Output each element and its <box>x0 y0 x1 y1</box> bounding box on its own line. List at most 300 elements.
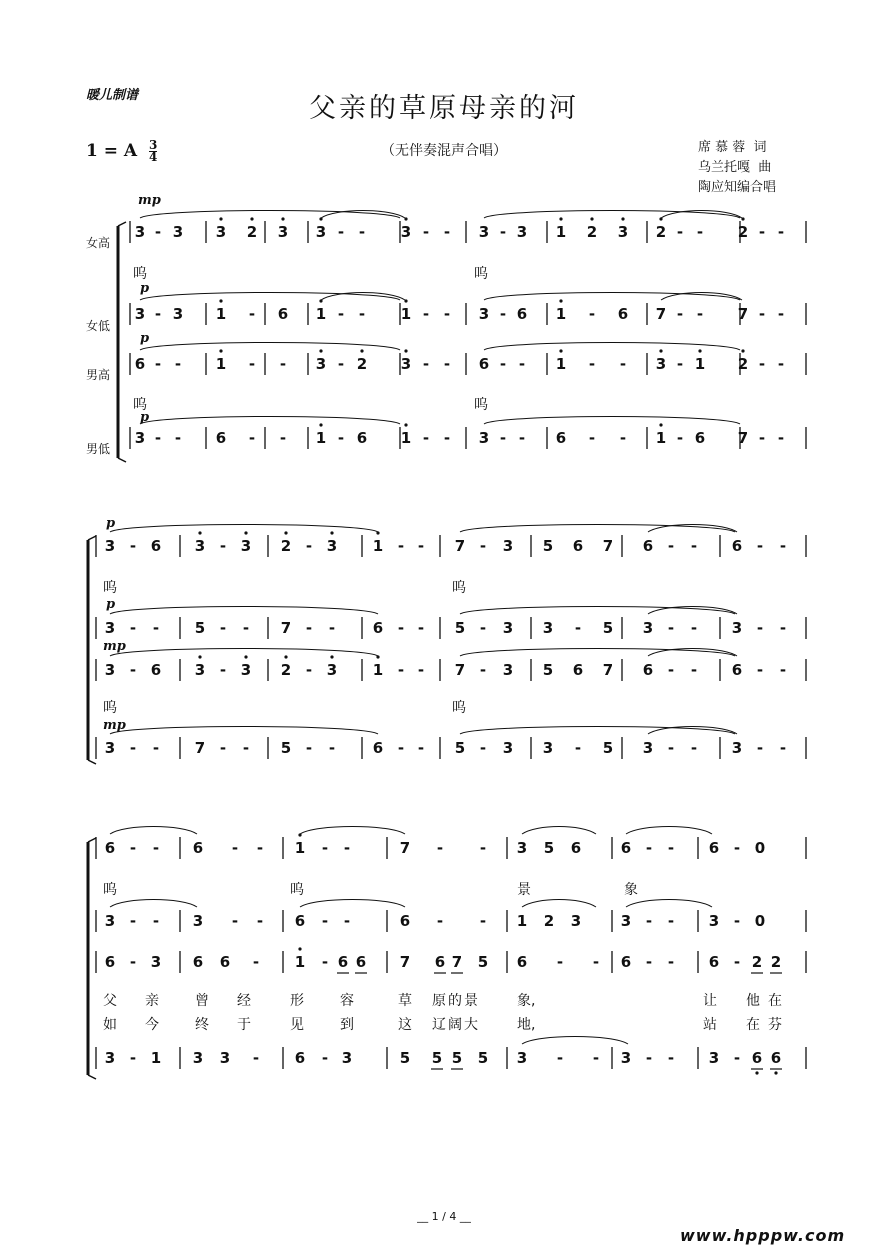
note: 3 <box>194 661 206 679</box>
lyric-verse1: 经 <box>237 993 251 1009</box>
note: 5 <box>602 619 614 637</box>
note: 3 <box>315 355 327 373</box>
slur <box>140 343 400 351</box>
note: 2 <box>737 223 749 241</box>
note: 6 <box>570 839 582 857</box>
lyric-verse1: 草 <box>398 993 412 1009</box>
octave-dot <box>198 531 201 534</box>
dash: - <box>518 429 526 447</box>
dash: - <box>667 953 675 971</box>
slur <box>300 900 405 908</box>
dash: - <box>248 429 256 447</box>
note: 3 <box>104 619 116 637</box>
note: 5 <box>431 1049 443 1067</box>
octave-dot <box>774 1071 777 1074</box>
lyric-verse2: 见 <box>290 1017 304 1033</box>
note: 1 <box>294 953 306 971</box>
dash: - <box>758 305 766 323</box>
dash: - <box>574 739 582 757</box>
dash: - <box>256 839 264 857</box>
note: 3 <box>172 223 184 241</box>
dash: - <box>397 537 405 555</box>
note: 2 <box>586 223 598 241</box>
website-watermark: www.hpppw.com <box>680 1226 846 1245</box>
dash: - <box>248 305 256 323</box>
dash: - <box>499 223 507 241</box>
note: 7 <box>655 305 667 323</box>
dash: - <box>779 661 787 679</box>
dash: - <box>256 912 264 930</box>
note: 1 <box>555 355 567 373</box>
note: 3 <box>502 619 514 637</box>
note: 1 <box>694 355 706 373</box>
note: 6 <box>294 912 306 930</box>
lyric-verse1: 曾 <box>195 993 209 1009</box>
note: 3 <box>219 1049 231 1067</box>
note: 6 <box>372 619 384 637</box>
note: 3 <box>570 912 582 930</box>
dash: - <box>129 912 137 930</box>
note: 3 <box>478 223 490 241</box>
slur <box>300 827 405 835</box>
dash: - <box>499 429 507 447</box>
lyric-verse2: 在芬 <box>746 1017 790 1033</box>
octave-dot <box>698 349 701 352</box>
dash: - <box>667 619 675 637</box>
note: 6 <box>355 953 367 971</box>
dynamic-p: p <box>106 597 116 612</box>
lyricist-credit: 席 慕 蓉 词 <box>698 140 767 155</box>
dash: - <box>499 355 507 373</box>
dash: - <box>499 305 507 323</box>
note: 1 <box>555 305 567 323</box>
score-line <box>118 458 126 462</box>
note: 6 <box>708 953 720 971</box>
octave-dot <box>404 423 407 426</box>
octave-dot <box>319 349 322 352</box>
song-title: 父亲的草原母亲的河 <box>309 93 579 124</box>
time-bottom: 4 <box>149 150 158 164</box>
note: 3 <box>134 305 146 323</box>
note: 1 <box>400 429 412 447</box>
score-line <box>88 536 96 540</box>
dash: - <box>242 619 250 637</box>
note: 6 <box>708 839 720 857</box>
dash: - <box>479 839 487 857</box>
dash: - <box>777 223 785 241</box>
octave-dot <box>755 1071 758 1074</box>
dash: - <box>696 223 704 241</box>
dash: - <box>417 739 425 757</box>
slur <box>110 827 197 835</box>
dash: - <box>174 355 182 373</box>
note: 3 <box>502 739 514 757</box>
dash: - <box>667 839 675 857</box>
lyric-verse2: 今 <box>145 1017 159 1033</box>
score-line <box>88 1075 96 1079</box>
dash: - <box>518 355 526 373</box>
dash: - <box>397 661 405 679</box>
dash: - <box>343 839 351 857</box>
dash: - <box>152 912 160 930</box>
note: 3 <box>192 1049 204 1067</box>
note: 6 <box>134 355 146 373</box>
note: 7 <box>602 661 614 679</box>
dash: - <box>779 537 787 555</box>
lyric-wu: 呜 <box>103 700 117 716</box>
note: 3 <box>642 739 654 757</box>
note: 6 <box>516 953 528 971</box>
dash: - <box>645 953 653 971</box>
note: 0 <box>754 912 766 930</box>
dash: - <box>556 1049 564 1067</box>
dynamic-p: p <box>140 410 150 425</box>
dash: - <box>479 739 487 757</box>
dash: - <box>219 739 227 757</box>
note: 7 <box>399 839 411 857</box>
octave-dot <box>219 217 222 220</box>
slur <box>110 900 197 908</box>
note: 7 <box>451 953 463 971</box>
score-line <box>88 838 96 842</box>
dash: - <box>129 619 137 637</box>
note: 7 <box>737 429 749 447</box>
dash: - <box>733 839 741 857</box>
octave-dot <box>659 423 662 426</box>
note: 7 <box>280 619 292 637</box>
dash: - <box>129 537 137 555</box>
lyric-verse1: 父 <box>103 993 117 1009</box>
arranger-credit: 陶应知编合唱 <box>698 180 777 195</box>
note: 6 <box>219 953 231 971</box>
dash: - <box>667 537 675 555</box>
note: 1 <box>215 305 227 323</box>
lyric-wu: 呜 <box>290 882 304 898</box>
note: 5 <box>194 619 206 637</box>
note: 3 <box>150 953 162 971</box>
slur <box>460 727 735 735</box>
slur <box>626 827 712 835</box>
slur <box>484 293 740 301</box>
note: 6 <box>555 429 567 447</box>
slur <box>140 211 400 219</box>
note: 6 <box>620 839 632 857</box>
slur <box>626 900 712 908</box>
dash: - <box>219 537 227 555</box>
note: 6 <box>399 912 411 930</box>
slur <box>140 417 400 425</box>
slur <box>110 607 378 615</box>
lyric-verse2: 于 <box>237 1017 251 1033</box>
voice-label-bass: 男低 <box>86 442 111 456</box>
lyric-verse2: 这 <box>398 1017 412 1033</box>
dash: - <box>358 305 366 323</box>
lyric-verse2: 终 <box>195 1017 209 1033</box>
dash: - <box>690 619 698 637</box>
dash: - <box>252 1049 260 1067</box>
note: 3 <box>708 1049 720 1067</box>
lyric-verse2: 到 <box>340 1017 354 1033</box>
dash: - <box>733 912 741 930</box>
lyric-wu: 呜 <box>452 700 466 716</box>
note: 6 <box>770 1049 782 1067</box>
note: 3 <box>516 839 528 857</box>
octave-dot <box>559 349 562 352</box>
slur <box>110 727 378 735</box>
note: 1 <box>150 1049 162 1067</box>
dash: - <box>779 619 787 637</box>
note: 3 <box>502 661 514 679</box>
note: 2 <box>737 355 749 373</box>
note: 3 <box>478 305 490 323</box>
note: 3 <box>104 661 116 679</box>
lyric-verse1: 原的景 <box>432 993 480 1009</box>
lyric-verse1: 让 <box>703 993 717 1009</box>
note: 5 <box>451 1049 463 1067</box>
dash: - <box>129 1049 137 1067</box>
lyric-wu: 呜 <box>452 580 466 596</box>
note: 2 <box>751 953 763 971</box>
dash: - <box>756 619 764 637</box>
note: 3 <box>708 912 720 930</box>
dash: - <box>219 619 227 637</box>
note: 6 <box>434 953 446 971</box>
dash: - <box>174 429 182 447</box>
note: 3 <box>326 537 338 555</box>
dash: - <box>619 429 627 447</box>
note: 5 <box>280 739 292 757</box>
lyric-verse1: 亲 <box>145 993 159 1009</box>
note: 1 <box>315 305 327 323</box>
note: 3 <box>134 429 146 447</box>
voice-label-tenor: 男高 <box>86 368 111 382</box>
note: 1 <box>655 429 667 447</box>
octave-dot <box>219 349 222 352</box>
note: 6 <box>731 537 743 555</box>
dash: - <box>676 223 684 241</box>
dash: - <box>443 223 451 241</box>
octave-dot <box>360 349 363 352</box>
transcriber-credit: 暖儿制谱 <box>86 88 139 103</box>
dash: - <box>231 839 239 857</box>
dash: - <box>129 661 137 679</box>
note: 6 <box>620 953 632 971</box>
note: 2 <box>280 661 292 679</box>
composer-credit: 乌兰托嘎 曲 <box>698 160 772 175</box>
dash: - <box>556 953 564 971</box>
dash: - <box>321 953 329 971</box>
dynamic-mp: mp <box>103 639 126 654</box>
lyric-wu: 呜 <box>103 882 117 898</box>
note: 3 <box>326 661 338 679</box>
lyric-wu: 呜 <box>133 266 147 282</box>
slur <box>484 343 740 351</box>
dash: - <box>758 429 766 447</box>
octave-dot <box>559 299 562 302</box>
dash: - <box>574 619 582 637</box>
note: 5 <box>454 739 466 757</box>
slur <box>110 525 378 533</box>
note: 6 <box>356 429 368 447</box>
note: 7 <box>737 305 749 323</box>
dash: - <box>248 355 256 373</box>
dash: - <box>242 739 250 757</box>
note: 5 <box>543 839 555 857</box>
dash: - <box>343 912 351 930</box>
note: 3 <box>516 223 528 241</box>
dash: - <box>756 537 764 555</box>
dash: - <box>154 429 162 447</box>
note: 6 <box>642 537 654 555</box>
octave-dot <box>330 655 333 658</box>
dash: - <box>479 537 487 555</box>
dash: - <box>337 305 345 323</box>
dash: - <box>337 355 345 373</box>
slur <box>484 211 740 219</box>
note: 6 <box>215 429 227 447</box>
octave-dot <box>319 423 322 426</box>
dash: - <box>777 429 785 447</box>
dash: - <box>645 912 653 930</box>
score-line <box>118 222 126 226</box>
lyric-verse1: 他在 <box>746 993 790 1009</box>
octave-dot <box>404 349 407 352</box>
dash: - <box>479 619 487 637</box>
octave-dot <box>281 217 284 220</box>
slur <box>460 607 735 615</box>
dash: - <box>443 305 451 323</box>
note: 1 <box>516 912 528 930</box>
dash: - <box>588 355 596 373</box>
dash: - <box>152 839 160 857</box>
dash: - <box>305 537 313 555</box>
dash: - <box>690 661 698 679</box>
note: 0 <box>754 839 766 857</box>
note: 1 <box>400 305 412 323</box>
dash: - <box>305 619 313 637</box>
voice-label-alto: 女低 <box>86 319 111 333</box>
dash: - <box>279 355 287 373</box>
dash: - <box>397 739 405 757</box>
note: 6 <box>572 537 584 555</box>
note: 3 <box>620 1049 632 1067</box>
dash: - <box>690 739 698 757</box>
note: 5 <box>542 661 554 679</box>
slur <box>522 827 596 835</box>
note: 6 <box>617 305 629 323</box>
dash: - <box>592 1049 600 1067</box>
dynamic-mp: mp <box>103 718 126 733</box>
note: 3 <box>277 223 289 241</box>
octave-dot <box>250 217 253 220</box>
dash: - <box>417 619 425 637</box>
dash: - <box>337 223 345 241</box>
voice-label-soprano: 女高 <box>86 236 111 250</box>
dash: - <box>592 953 600 971</box>
dash: - <box>758 223 766 241</box>
note: 6 <box>337 953 349 971</box>
note: 3 <box>240 537 252 555</box>
note: 7 <box>454 537 466 555</box>
dash: - <box>129 953 137 971</box>
note: 3 <box>542 619 554 637</box>
note: 6 <box>150 661 162 679</box>
dash: - <box>154 355 162 373</box>
dash: - <box>443 429 451 447</box>
octave-dot <box>198 655 201 658</box>
note: 3 <box>478 429 490 447</box>
slur <box>522 900 596 908</box>
dash: - <box>305 661 313 679</box>
dash: - <box>479 912 487 930</box>
dash: - <box>321 1049 329 1067</box>
slur <box>484 417 740 425</box>
note: 6 <box>478 355 490 373</box>
dash: - <box>676 355 684 373</box>
note: 3 <box>400 355 412 373</box>
note: 7 <box>454 661 466 679</box>
dash: - <box>667 739 675 757</box>
lyric-verse1: 象, <box>517 993 536 1009</box>
dash: - <box>479 661 487 679</box>
dash: - <box>417 537 425 555</box>
note: 3 <box>655 355 667 373</box>
note: 6 <box>516 305 528 323</box>
dash: - <box>696 305 704 323</box>
dash: - <box>756 739 764 757</box>
note: 3 <box>215 223 227 241</box>
note: 6 <box>642 661 654 679</box>
lyric-verse2: 地, <box>517 1017 536 1033</box>
slur <box>460 525 735 533</box>
key-label: 1 = A <box>86 141 138 161</box>
octave-dot <box>284 655 287 658</box>
lyric-verse2: 站 <box>703 1017 717 1033</box>
note: 1 <box>294 839 306 857</box>
note: 3 <box>341 1049 353 1067</box>
note: 1 <box>555 223 567 241</box>
dash: - <box>321 839 329 857</box>
dash: - <box>588 305 596 323</box>
note: 3 <box>542 739 554 757</box>
dynamic-p: p <box>140 281 150 296</box>
dash: - <box>321 912 329 930</box>
dash: - <box>129 839 137 857</box>
note: 2 <box>280 537 292 555</box>
lyric-wu: 呜 <box>474 266 488 282</box>
dash: - <box>667 912 675 930</box>
note: 1 <box>372 537 384 555</box>
dash: - <box>252 953 260 971</box>
octave-dot <box>590 217 593 220</box>
dash: - <box>231 912 239 930</box>
lyric-verse1: 形 <box>290 993 304 1009</box>
dash: - <box>667 661 675 679</box>
octave-dot <box>621 217 624 220</box>
dash: - <box>690 537 698 555</box>
note: 3 <box>620 912 632 930</box>
note: 1 <box>372 661 384 679</box>
page-number: __ 1 / 4 __ <box>417 1210 471 1223</box>
dash: - <box>777 355 785 373</box>
note: 3 <box>192 912 204 930</box>
note: 3 <box>240 661 252 679</box>
dash: - <box>733 953 741 971</box>
lyric-verse2: 如 <box>103 1017 117 1033</box>
dash: - <box>779 739 787 757</box>
note: 3 <box>172 305 184 323</box>
note: 3 <box>516 1049 528 1067</box>
